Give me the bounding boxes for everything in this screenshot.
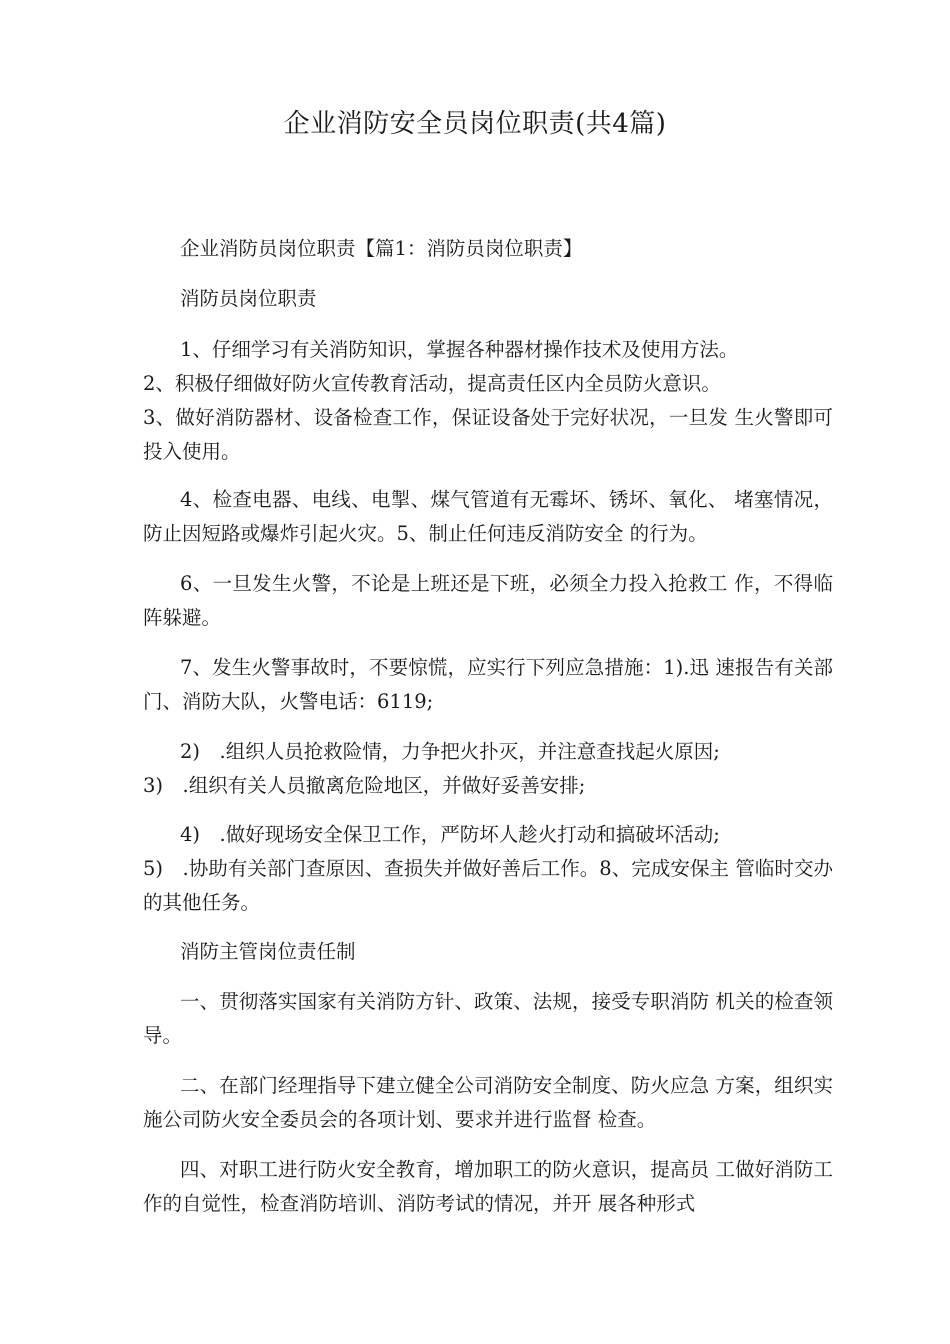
document-title: 企业消防安全员岗位职责(共4篇): [283, 109, 667, 139]
emergency-step-4: 4) .做好现场安全保卫工作，严防坏人趁火打动和搞破坏活动;: [180, 823, 720, 846]
emergency-step-3: 3) .组织有关人员撤离危险地区，并做好妥善安排;: [143, 774, 586, 797]
section-heading-article-1: 企业消防员岗位职责【篇1：消防员岗位职责】: [180, 237, 583, 260]
section-heading-firefighter-duties: 消防员岗位职责: [180, 287, 317, 310]
supervisor-item-1: 一、贯彻落实国家有关消防方针、政策、法规，接受专职消防 机关的检查领导。: [143, 990, 833, 1047]
duty-item-4-5: 4、检查电器、电线、电掣、煤气管道有无霉坏、锈坏、氧化、 堵塞情况，防止因短路或爆炸引起火灾。5、制止任何违反消防安全 的行为。: [143, 488, 833, 545]
duty-item-1: 1、仔细学习有关消防知识，掌握各种器材操作技术及使用方法。: [180, 338, 739, 361]
emergency-step-2: 2) .组织人员抢救险情，力争把火扑灭，并注意查找起火原因;: [180, 740, 720, 763]
duty-item-2: 2、积极仔细做好防火宣传教育活动，提高责任区内全员防火意识。: [143, 372, 721, 395]
emergency-step-5-duty-8: 5) .协助有关部门查原因、查损失并做好善后工作。8、完成安保主 管临时交办的其他任务。: [143, 857, 833, 914]
section-heading-fire-supervisor: 消防主管岗位责任制: [180, 940, 356, 963]
duty-item-3: 3、做好消防器材、设备检查工作，保证设备处于完好状况，一旦发 生火警即可投入使用。: [143, 406, 833, 463]
duty-item-6: 6、一旦发生火警，不论是上班还是下班，必须全力投入抢救工 作，不得临阵躲避。: [143, 572, 833, 629]
supervisor-item-2: 二、在部门经理指导下建立健全公司消防安全制度、防火应急 方案，组织实施公司防火安全委员会的各项计划、要求并进行监督 检查。: [143, 1074, 833, 1131]
duty-item-7: 7、发生火警事故时，不要惊慌，应实行下列应急措施：1).迅 速报告有关部门、消防大队，火警电话：6119;: [143, 656, 833, 713]
supervisor-item-4: 四、对职工进行防火安全教育，增加职工的防火意识，提高员 工做好消防工作的自觉性，检查消防培训、消防考试的情况，并开 展各种形式: [143, 1158, 833, 1215]
